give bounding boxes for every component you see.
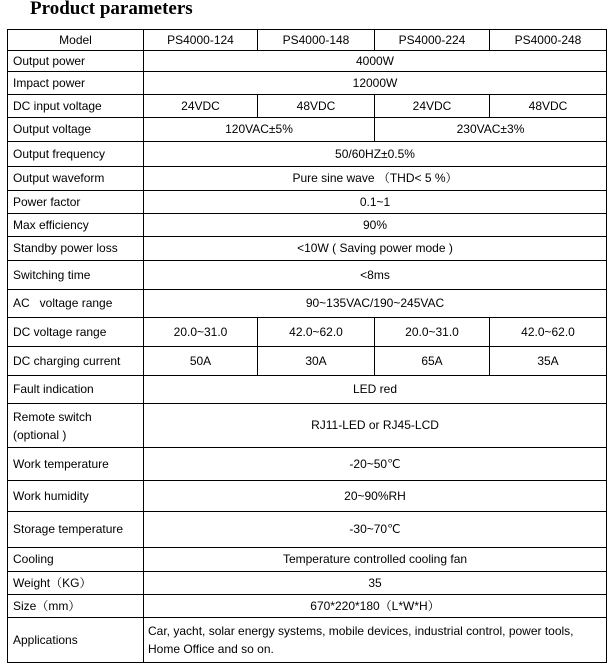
table-row-remote-switch — [8, 404, 607, 448]
row-label: Fault indication — [8, 376, 144, 404]
table-row-size — [8, 595, 607, 618]
table-row-standby-power-loss — [8, 237, 607, 261]
header-model-ps4000-124: PS4000-124 — [144, 30, 258, 51]
row-label: Work temperature — [8, 448, 144, 481]
table-row-output-waveform — [8, 167, 607, 191]
table-row-applications — [8, 618, 607, 663]
row-value: LED red — [144, 376, 607, 404]
table-row-model — [8, 30, 607, 51]
table-row-output-frequency — [8, 142, 607, 167]
table-row-storage-temperature — [8, 512, 607, 548]
table-row-impact-power — [8, 72, 607, 95]
row-value: 90~135VAC/190~245VAC — [144, 290, 607, 318]
row-label: Output power — [8, 51, 144, 72]
row-value: 65A — [375, 347, 490, 376]
row-label: Max efficiency — [8, 214, 144, 237]
row-label: Standby power loss — [8, 237, 144, 261]
row-value: 20~90%RH — [144, 481, 607, 512]
row-value: 50/60HZ±0.5% — [144, 142, 607, 167]
row-value: 0.1~1 — [144, 191, 607, 214]
applications-line1: Car, yacht, solar energy systems, mobile devices, industrial control, power tools, — [148, 624, 574, 638]
table-row-fault-indication — [8, 376, 607, 404]
row-value: Pure sine wave （THD< 5 %） — [144, 167, 607, 191]
row-value: 20.0~31.0 — [375, 318, 490, 347]
row-value: 120VAC±5% — [144, 118, 375, 142]
row-label: Output frequency — [8, 142, 144, 167]
row-label: Applications — [8, 618, 144, 663]
row-label: Size（mm） — [8, 595, 144, 618]
table-row-max-efficiency — [8, 214, 607, 237]
table-row-ac-voltage-range — [8, 290, 607, 318]
row-label-line1: Remote switch — [13, 409, 92, 424]
row-value: 4000W — [144, 51, 607, 72]
table-row-cooling — [8, 548, 607, 572]
row-label — [8, 404, 144, 448]
row-label-line2: (optional ) — [13, 427, 67, 442]
row-value: 670*220*180（L*W*H） — [144, 595, 607, 618]
page-title: Product parameters — [30, 0, 193, 19]
table-row-dc-charging-current — [8, 347, 607, 376]
header-model-label: Model — [8, 30, 144, 51]
row-value: -30~70℃ — [144, 512, 607, 548]
row-value — [144, 618, 607, 663]
row-value: 35 — [144, 572, 607, 595]
row-value: 24VDC — [375, 95, 490, 118]
row-value: <10W ( Saving power mode ) — [144, 237, 607, 261]
row-value: 30A — [258, 347, 375, 376]
row-label: Power factor — [8, 191, 144, 214]
row-label: Weight（KG） — [8, 572, 144, 595]
product-parameters-table — [7, 29, 607, 663]
table-row-dc-voltage-range — [8, 318, 607, 347]
row-value: 230VAC±3% — [375, 118, 607, 142]
row-label: DC charging current — [8, 347, 144, 376]
row-value: 42.0~62.0 — [490, 318, 607, 347]
row-value: 50A — [144, 347, 258, 376]
row-label: DC input voltage — [8, 95, 144, 118]
row-value: <8ms — [144, 261, 607, 290]
table-row-output-voltage — [8, 118, 607, 142]
row-label: Switching time — [8, 261, 144, 290]
table-row-work-temperature — [8, 448, 607, 481]
header-model-ps4000-148: PS4000-148 — [258, 30, 375, 51]
row-value: -20~50℃ — [144, 448, 607, 481]
row-label: Impact power — [8, 72, 144, 95]
row-label: Storage temperature — [8, 512, 144, 548]
row-value: 48VDC — [490, 95, 607, 118]
row-value: 48VDC — [258, 95, 375, 118]
row-label: Output voltage — [8, 118, 144, 142]
row-value: 42.0~62.0 — [258, 318, 375, 347]
row-value: 12000W — [144, 72, 607, 95]
row-value: 35A — [490, 347, 607, 376]
applications-line2: Home Office and so on. — [148, 642, 274, 656]
header-model-ps4000-224: PS4000-224 — [375, 30, 490, 51]
row-label: Output waveform — [8, 167, 144, 191]
table-row-switching-time — [8, 261, 607, 290]
table-row-work-humidity — [8, 481, 607, 512]
row-value: Temperature controlled cooling fan — [144, 548, 607, 572]
row-value: 90% — [144, 214, 607, 237]
row-value: 24VDC — [144, 95, 258, 118]
row-label: Cooling — [8, 548, 144, 572]
row-label: AC voltage range — [8, 290, 144, 318]
row-label: Work humidity — [8, 481, 144, 512]
row-value: RJ11-LED or RJ45-LCD — [144, 404, 607, 448]
table-row-output-power — [8, 51, 607, 72]
table-row-dc-input-voltage — [8, 95, 607, 118]
table-row-weight — [8, 572, 607, 595]
table-row-power-factor — [8, 191, 607, 214]
row-value: 20.0~31.0 — [144, 318, 258, 347]
row-label: DC voltage range — [8, 318, 144, 347]
header-model-ps4000-248: PS4000-248 — [490, 30, 607, 51]
